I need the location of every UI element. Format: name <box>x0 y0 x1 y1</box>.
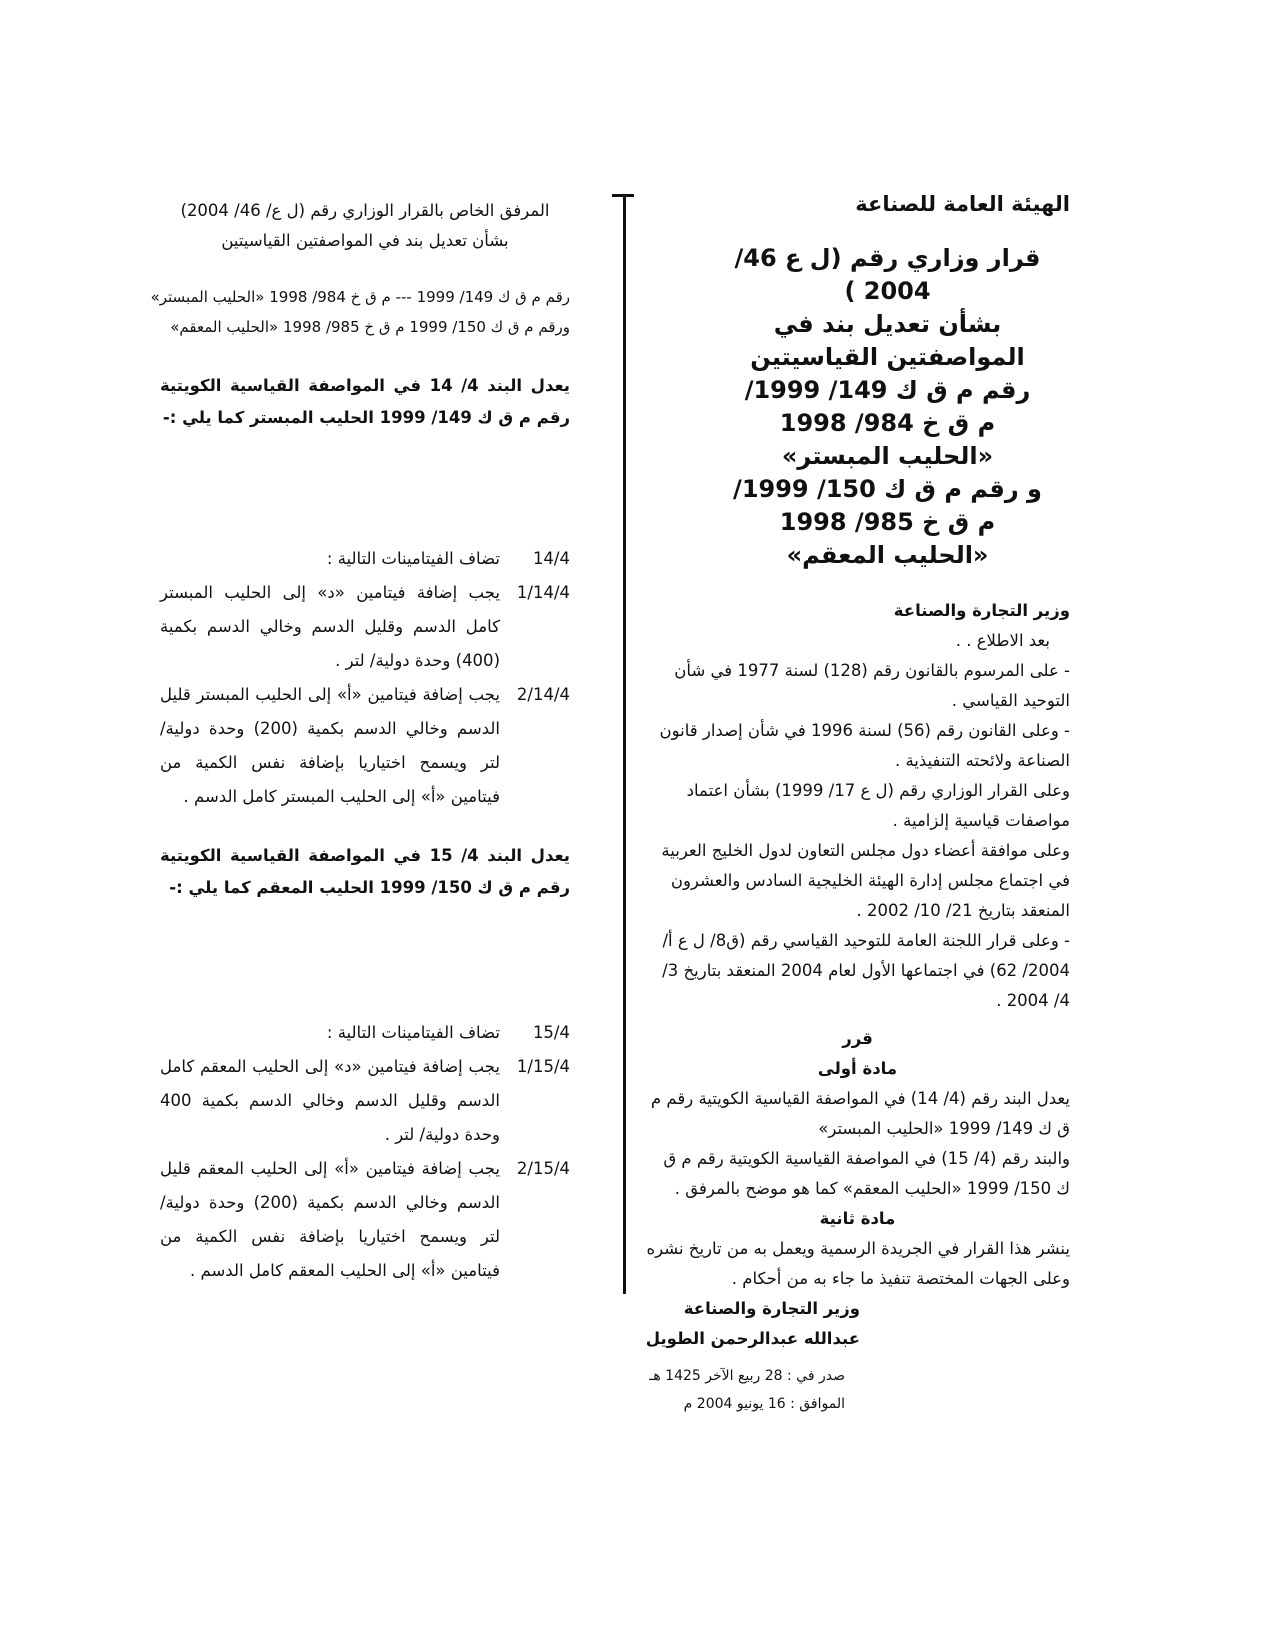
signatory-title: وزير التجارة والصناعة <box>683 1299 860 1318</box>
title-line: و رقم م ق ك 150/ 1999/ <box>733 475 1042 503</box>
amendment-item <box>160 576 570 678</box>
title-line: «الحليب المعقم» <box>786 541 989 569</box>
amendment-heading: يعدل البند 4/ 14 في المواصفة القياسية الكويتية رقم م ق ك 149/ 1999 الحليب المبستر كما يلي :- <box>160 376 570 427</box>
preamble-paragraph: - وعلى القانون رقم (56) لسنة 1996 في شأن إصدار قانون الصناعة ولائحته التنفيذية . <box>659 721 1070 770</box>
title-line: رقم م ق ك 149/ 1999/ <box>744 376 1031 404</box>
item-text: تضاف الفيتامينات التالية : <box>326 549 500 568</box>
amendment-heading: يعدل البند 4/ 15 في المواصفة القياسية الكويتية رقم م ق ك 150/ 1999 الحليب المعقم كما يلي :- <box>160 846 570 897</box>
annex-header: المرفق الخاص بالقرار الوزاري رقم (ل ع/ 46/ 2004) <box>180 201 550 220</box>
article-one-heading: مادة أولى <box>817 1059 898 1078</box>
annex-subheader: بشأن تعديل بند في المواصفتين القياسيتين <box>221 231 509 250</box>
amendment-items <box>160 1016 570 1288</box>
amendment-item <box>160 1016 570 1050</box>
amendment-items <box>160 542 570 814</box>
article-one-paragraph: يعدل البند رقم (4/ 14) في المواصفة القياسية الكويتية رقم م ق ك 149/ 1999 «الحليب المبستر» <box>650 1089 1070 1138</box>
title-line: قرار وزاري رقم (ل ع 46/ 2004 ) <box>734 244 1041 305</box>
amendment-item <box>160 1050 570 1152</box>
decision-title <box>645 242 1070 572</box>
article-one-paragraph: والبند رقم (4/ 15) في المواصفة القياسية الكويتية رقم م ق ك 150/ 1999 «الحليب المعقم» كما هو موضح بالمرفق . <box>663 1149 1070 1198</box>
item-number: 14/4 <box>532 549 570 568</box>
preamble-paragraph: - على المرسوم بالقانون رقم (128) لسنة 1977 في شأن التوحيد القياسي . <box>674 661 1070 710</box>
signatory-name: عبدالله عبدالرحمن الطويل <box>645 1329 860 1348</box>
item-number: 1/14/4 <box>516 583 570 602</box>
item-number: 1/15/4 <box>516 1057 570 1076</box>
amendment-item <box>160 1152 570 1288</box>
item-text: يجب إضافة فيتامين «أ» إلى الحليب المبستر قليل الدسم وخالي الدسم بكمية (200) وحدة دولية/ لتر ويسمح اختياريا بإضافة نفس الكمية من فيتامين «أ» إلى الحليب المبستر كامل الدسم . <box>160 685 500 806</box>
item-text: يجب إضافة فيتامين «أ» إلى الحليب المعقم قليل الدسم وخالي الدسم بكمية (200) وحدة دولية/ لتر ويسمح اختياريا بإضافة نفس الكمية من فيتامين «أ» إلى الحليب المعقم كامل الدسم . <box>160 1159 500 1280</box>
preamble-paragraph: وعلى موافقة أعضاء دول مجلس التعاون لدول الخليج العربية في اجتماع مجلس إدارة الهيئة الخليجية السادس والعشرون المنعقد بتاريخ 21/ 10/ 2002 . <box>661 841 1070 920</box>
item-text: يجب إضافة فيتامين «د» إلى الحليب المبستر كامل الدسم وقليل الدسم وخالي الدسم بكمية (400) وحدة دولية/ لتر . <box>160 583 500 670</box>
decided-heading: قرر <box>842 1029 873 1048</box>
decision-column <box>645 192 1070 1418</box>
item-number: 2/15/4 <box>516 1159 570 1178</box>
title-line: «الحليب المبستر» <box>781 442 994 470</box>
title-line: بشأن تعديل بند في المواصفتين القياسيتين <box>750 310 1025 371</box>
gregorian-date: الموافق : 16 يونيو 2004 م <box>683 1396 845 1412</box>
minister-heading: وزير التجارة والصناعة <box>893 601 1070 620</box>
title-line: م ق خ 984/ 1998 <box>779 409 996 437</box>
amendment-item <box>160 678 570 814</box>
title-line: م ق خ 985/ 1998 <box>779 508 996 536</box>
after-review: بعد الاطلاع . . <box>955 631 1050 650</box>
preamble-paragraph: وعلى القرار الوزاري رقم (ل ع 17/ 1999) بشأن اعتماد مواصفات قياسية إلزامية . <box>686 781 1070 830</box>
reference-line: ورقم م ق ك 150/ 1999 م ق خ 985/ 1998 «الحليب المعقم» <box>170 318 570 336</box>
column-divider <box>623 196 626 1294</box>
article-two-paragraph: ينشر هذا القرار في الجريدة الرسمية ويعمل به من تاريخ نشره وعلى الجهات المختصة تنفيذ ما جاء به من أحكام . <box>646 1239 1070 1288</box>
article-two-heading: مادة ثانية <box>819 1209 896 1228</box>
item-number: 2/14/4 <box>516 685 570 704</box>
issue-date: صدر في : 28 ربيع الآخر 1425 هـ <box>649 1368 845 1384</box>
reference-line: رقم م ق ك 149/ 1999 --- م ق خ 984/ 1998 «الحليب المبستر» <box>150 288 570 306</box>
item-text: تضاف الفيتامينات التالية : <box>326 1023 500 1042</box>
amendment-item <box>160 542 570 576</box>
preamble-paragraph: - وعلى قرار اللجنة العامة للتوحيد القياسي رقم (ق8/ ل ع أ/ 2004/ 62) في اجتماعها الأول لعام 2004 المنعقد بتاريخ 3/ 4/ 2004 . <box>662 931 1070 1010</box>
standard-references <box>150 282 570 342</box>
item-text: يجب إضافة فيتامين «د» إلى الحليب المعقم كامل الدسم وقليل الدسم وخالي الدسم بكمية 400 وحدة دولية/ لتر . <box>160 1057 500 1144</box>
issuing-authority: الهيئة العامة للصناعة <box>855 192 1070 216</box>
item-number: 15/4 <box>532 1023 570 1042</box>
annex-column <box>150 196 570 1288</box>
